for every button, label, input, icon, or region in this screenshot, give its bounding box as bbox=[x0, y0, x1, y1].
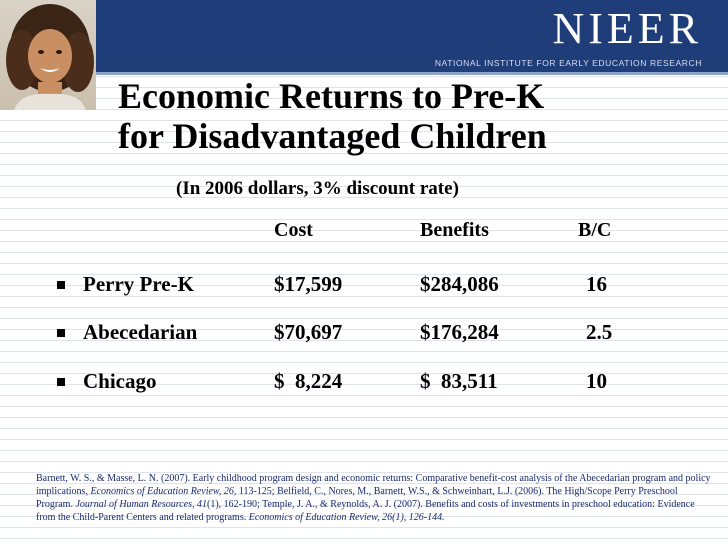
table-row bbox=[0, 369, 728, 399]
bc-value: 2.5 bbox=[586, 320, 613, 344]
citation-journal-3: Economics of Education Review, 26(1), 126-144. bbox=[248, 512, 445, 523]
slide-title bbox=[118, 76, 698, 156]
benefits-value: $284,086 bbox=[420, 272, 499, 296]
table-row bbox=[0, 272, 728, 302]
bc-value: 16 bbox=[586, 272, 607, 296]
slide-subtitle: (In 2006 dollars, 3% discount rate) bbox=[176, 178, 459, 199]
cost-value: $17,599 bbox=[274, 272, 343, 296]
title-line-1: Economic Returns to Pre-K bbox=[118, 76, 545, 116]
program-name: Perry Pre-K bbox=[83, 272, 194, 296]
citation-part-2: 113-125; Belfield, C., Nores, M., Barnett, W.S., & Schweinhart, L.J. (2006). The High/Scope Perry Preschool Program. bbox=[36, 486, 678, 510]
square-bullet-icon bbox=[57, 378, 65, 386]
title-line-2: for Disadvantaged Children bbox=[118, 116, 547, 156]
nieer-logo bbox=[432, 6, 702, 68]
square-bullet-icon bbox=[57, 281, 65, 289]
cost-value: $ 8,224 bbox=[274, 369, 343, 393]
citation-text bbox=[36, 472, 716, 524]
program-name: Chicago bbox=[83, 369, 157, 393]
bc-value: 10 bbox=[586, 369, 607, 393]
table-row bbox=[0, 320, 728, 350]
citation-volume-2: , 41 bbox=[192, 499, 208, 510]
header-bc: B/C bbox=[578, 219, 612, 241]
cost-value: $70,697 bbox=[274, 320, 343, 344]
benefits-value: $ 83,511 bbox=[420, 369, 498, 393]
citation-journal-1: Economics of Education Review, 26, bbox=[90, 486, 237, 497]
child-photo bbox=[0, 0, 96, 110]
square-bullet-icon bbox=[57, 329, 65, 337]
citation-journal-2: Journal of Human Resources bbox=[75, 499, 193, 510]
benefits-value: $176,284 bbox=[420, 320, 499, 344]
logo-subtitle: NATIONAL INSTITUTE FOR EARLY EDUCATION RESEARCH bbox=[434, 58, 702, 68]
citation-part-1: Barnett, W. S., & Masse, L. N. (2007). Early childhood program design and economic returns: Comparative benefit-cost analysis of the Abecedarian program and policy implications, bbox=[36, 473, 711, 497]
logo-wordmark: NIEER bbox=[552, 4, 702, 53]
program-name: Abecedarian bbox=[83, 320, 198, 344]
header-rule bbox=[0, 72, 728, 75]
header-cost: Cost bbox=[274, 219, 313, 241]
header-benefits: Benefits bbox=[420, 219, 489, 241]
citation-part-3: (1), 162-190; Temple, J. A., & Reynolds, A. J. (2007). Benefits and costs of investments in preschool education: Evidence from the Child-Parent Centers and related programs. bbox=[36, 499, 695, 523]
